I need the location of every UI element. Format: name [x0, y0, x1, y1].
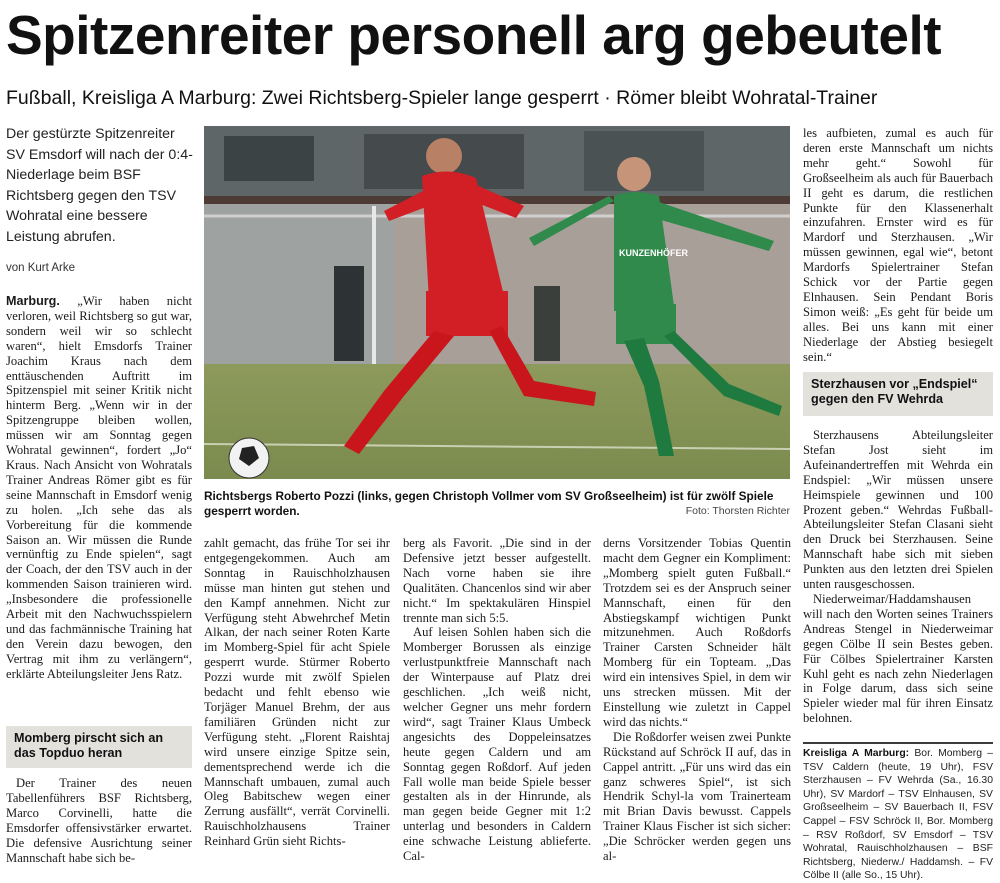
- subheadline: Fußball, Kreisliga A Marburg: Zwei Richtsberg-Spieler lange gesperrt · Römer bleibt Wohratal-Trainer: [6, 87, 878, 109]
- photo-caption: Richtsbergs Roberto Pozzi (links, gegen Christoph Vollmer vom SV Großseelheim) ist für zwölf Spiele gesperrt worden.: [204, 489, 774, 518]
- column-5: [803, 126, 993, 364]
- col5-paragraph-1: les aufbieten, zumal es auch für deren erste Mannschaft um nichts mehr geht.“ Sowohl für Großseelheim als auch für Bauerbach II geht es darum, die restlichen Punkte für den Klassenerhalt einzufahren. Ernster wird es für Mardorf und Sterzhausen. „Wir müssen gewinnen, egal wie“, betont Mardorfs Spielertrainer Stefan Schick vor der Partie gegen Elnhausen. Sein Pendant Boris Simon weiß: „Es geht für beide um alles. Bei uns kann mit einer Niederlage der Abstieg besiegelt sein.“: [803, 126, 993, 364]
- photo-illustration: [204, 126, 790, 479]
- column-1: [6, 294, 192, 714]
- author-byline: von Kurt Arke: [6, 262, 76, 274]
- jersey-text: KUNZENHÖFER: [619, 248, 688, 258]
- column-2: [204, 536, 390, 872]
- photo-credit: Foto: Thorsten Richter: [685, 505, 790, 517]
- lead-paragraph: Der gestürzte Spitzenreiter SV Emsdorf will nach der 0:4-Niederlage beim BSF Richtsberg gegen den TSV Wohratal eine bessere Leistung abrufen.: [6, 126, 193, 245]
- dateline: Marburg.: [6, 294, 60, 308]
- col4-paragraph-1: derns Vorsitzender Tobias Quentin macht dem Gegner ein Kompliment: „Momberg spielt guten Fußball.“ Trotzdem sei es der Anspruch seiner Mannschaft, einen für den Abstiegskampf wichtigen Punkt mitzunehmen. Auch Roßdorfs Trainer Carsten Schneider hält Momberg für ein Topteam. „Das wird ein intensives Spiel, in dem wir uns strecken müssen. Mit der Einstellung wie zuletzt in Cappel wird das nichts.“: [603, 536, 791, 729]
- col5-paragraph-2: Sterzhausens Abteilungsleiter Stefan Jost sieht im Aufeinandertreffen mit Wehrda ein Endspiel: „Wir müssen unsere Heimspiele gewinnen und 100 Prozent geben.“ Wehrdas Fußball-Abteilungsleiter Stefan Clasani sieht den Druck bei Sterzhausen. Seine Mannschaft habe sich mit sieben Punkten aus den letzten drei Spielen unten rausgeschossen.: [803, 428, 993, 592]
- col2-paragraph: zahlt gemacht, das frühe Tor sei ihr entgegengekommen. Auch am Sonntag in Rauischholzhausen müsse man hinten gut stehen und den Kampf annehmen. Nicht zur Verfügung steht Abwehrchef Metin Alkan, der nach seiner Roten Karte im Momberg-Spiel für acht Spiele gesperrt wurde. Stürmer Roberto Pozzi wurde mit zwölf Spielen bedacht und fehlt ebenso wie Torjäger Manuel Brehm, der aus familiären Gründen nicht zur Verfügung steht. „Florent Raishtaj wird unsere einzige Spitze sein, dementsprechend werde ich die Mannschaft umbauen, zumal auch Oleg Babitschew wegen einer Zerrung ausfällt“, verrät Corvinelli. Rauischholzhausens Trainer Reinhard Grün sieht Richts-: [204, 536, 390, 849]
- column-1-continued: [6, 776, 192, 872]
- subheading-box-sterzhausen: Sterzhausen vor „Endspiel“ gegen den FV Wehrda: [803, 372, 993, 416]
- fixtures-text: Bor. Momberg – TSV Caldern (heute, 19 Uhr), FSV Sterzhausen – FV Wehrda (Sa., 16.30 Uhr), SV Mardorf – TSV Elnhausen, SV Großseelheim – SV Bauerbach II, FSV Cappel – FSV Schröck II, Bor. Momberg – RSV Roßdorf, SV Emsdorf – TSV Wohratal, Rauischholzhausen – BSF Richtsberg, Niederw./ Haddamsh. – FV Cölbe II (alle So., 15 Uhr).: [803, 748, 994, 882]
- col4-paragraph-2: Die Roßdorfer weisen zwei Punkte Rückstand auf Schröck II auf, das in Cappel antritt. „Für uns wird das ein ganz schweres Spiel“, ist sich Hendrik Schyl-la vom Trainerteam mit Brian Davis bewusst. Cappels Trainer Klaus Fischer ist sich sicher: „Die Schröcker werden gegen uns al-: [603, 729, 791, 864]
- column-5-continued: [803, 428, 993, 736]
- headline: Spitzenreiter personell arg gebeutelt: [6, 4, 942, 66]
- col1-paragraph-2: Der Trainer des neuen Tabellenführers BSF Richtsberg, Marco Corvinelli, hatte die Emsdorfer offensivstärker erwartet. Die defensive Ausrichtung seiner Mannschaft habe sich be-: [6, 776, 192, 865]
- col1-paragraph-1: „Wir haben nicht verloren, weil Richtsberg so gut war, sondern weil wir so schlecht waren“, hielt Emsdorfs Trainer Joachim Kraus nach dem enttäuschenden Auftritt im Spitzenspiel mit seiner Kritik nicht hinterm Berg. „Wenn wir in der Spitzengruppe bleiben wollen, müssen wir am Sonntag gegen Wohratal gewinnen“, fordert „Jo“ Kraus. Nach Ansicht von Wohratals Trainer Andreas Römer gibt es für seine Mannschaft in Emsdorf wenig zu holen. „Ich sehe das als Vorbereitung für die kommende Saison an. Wir müssen die Runde vernünftig zu Ende spielen“, sagt der Coach, der den TSV auch in der kommenden Saison trainieren wird. „Insbesondere die professionelle Arbeit mit den Nachwuchsspielern und das fachmännische Training hat den Verein dazu bewogen, den Vertrag mit ihm zu verlängern“, erklärte Abteilungsleiter Jens Ratz.: [6, 294, 192, 681]
- subheading-box-momberg: Momberg pirscht sich an das Topduo heran: [6, 726, 192, 768]
- column-3: [403, 536, 591, 872]
- fixtures-list: [803, 742, 993, 883]
- fixtures-label: Kreisliga A Marburg:: [803, 748, 910, 759]
- column-4: [603, 536, 791, 872]
- match-photo: [204, 126, 790, 479]
- col3-paragraph-2: Auf leisen Sohlen haben sich die Momberger Borussen als einzige verlustpunktfreie Mannschaft nach der Winterpause auf Platz drei geschlichen. „Ich weiß nicht, welcher Gegner uns mehr fordern wird“, sagt Trainer Klaus Umbeck angesichts des Doppeleinsatzes heute gegen Caldern und am Sonntag gegen Roßdorf. Auf jeden Fall wolle man beide Spiele besser gestalten als in der Hinrunde, als man gegen beide Gegner mit 1:2 unterlag und besonders in Caldern eine schwache Leistung ablieferte. Cal-: [403, 625, 591, 864]
- col3-paragraph-1: berg als Favorit. „Die sind in der Defensive jetzt besser aufgestellt. Nach vorne haben sie ihre Qualitäten. Chancenlos sind wir aber nicht.“ Im spektakulären Hinspiel trennte man sich 5:5.: [403, 536, 591, 625]
- col5-paragraph-3: Niederweimar/Haddamshausen will nach den Worten seines Trainers Andreas Stengel in Niederweimar gegen Cölbe II sein Bestes geben. Für Cölbes Spielertrainer Karsten Kuhl geht es nach zehn Niederlagen in Folge darum, dass sich seine Spieler wieder mal für ihren Einsatz belohnen.: [803, 591, 993, 726]
